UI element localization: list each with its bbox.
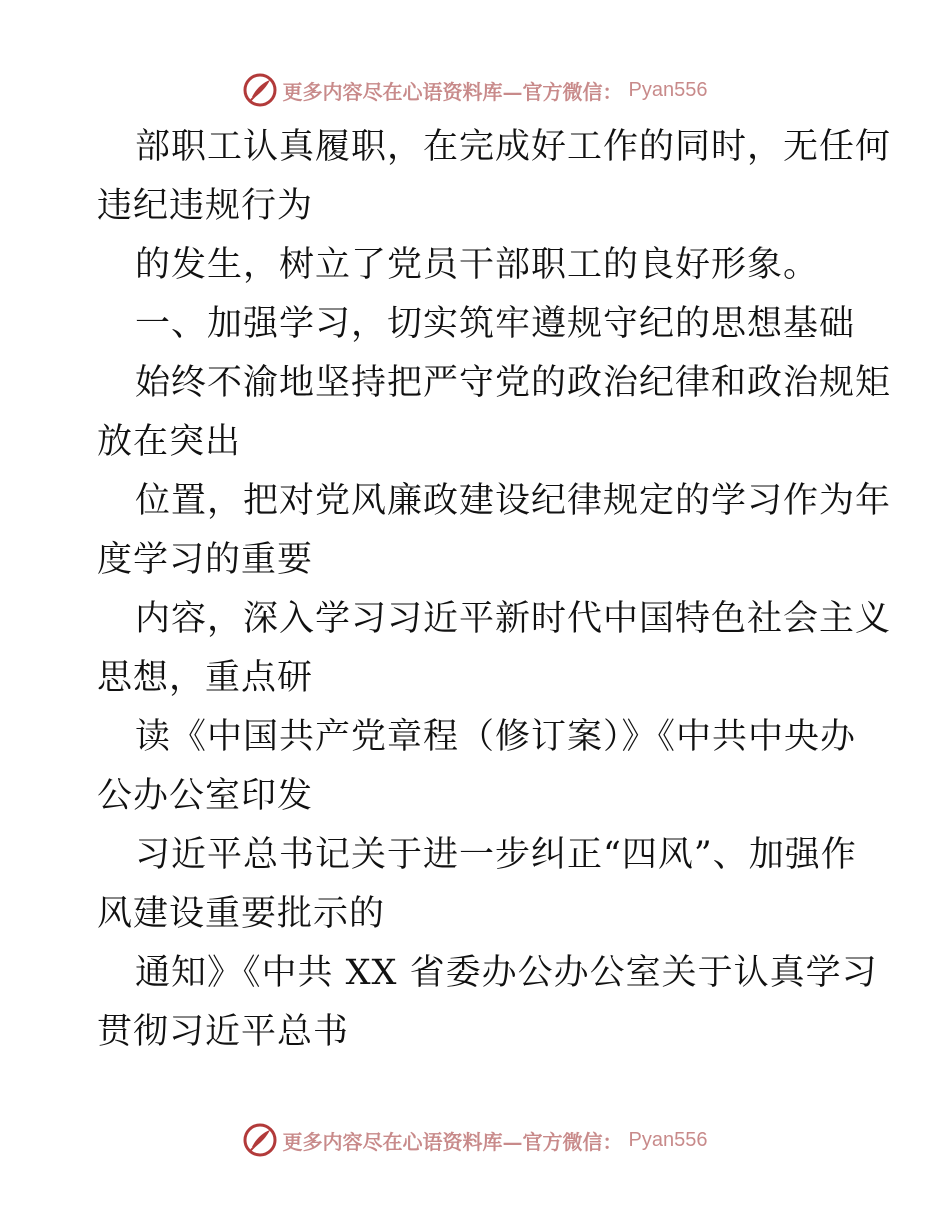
body-line: 违纪违规行为: [97, 186, 314, 226]
body-line: 始终不渝地坚持把严守党的政治纪律和政治规矩: [135, 363, 892, 403]
header-watermark: [0, 70, 950, 110]
header-watermark-contact: Pyan556: [628, 78, 708, 101]
footer-watermark-text: 更多内容尽在心语资料库—官方微信：: [282, 1129, 623, 1154]
footer-watermark-contact: Pyan556: [628, 1128, 708, 1151]
body-line: 放在突出: [97, 422, 242, 462]
section-heading: 一、加强学习，切实筑牢遵规守纪的思想基础: [135, 304, 856, 344]
body-line: 度学习的重要: [97, 540, 314, 580]
body-line: 思想，重点研: [97, 658, 314, 698]
body-line: 通知》《中共 XX 省委办公办公室关于认真学习: [135, 953, 878, 993]
body-line: 风建设重要批示的: [97, 894, 386, 934]
body-line: 的发生，树立了党员干部职工的良好形象。: [135, 245, 820, 285]
body-line: 公办公室印发: [97, 776, 314, 816]
body-line: 位置，把对党风廉政建设纪律规定的学习作为年: [135, 481, 892, 521]
feather-circle-logo-icon: [243, 73, 277, 107]
document-body: [97, 118, 892, 1062]
body-line: 习近平总书记关于进一步纠正“四风”、加强作: [135, 835, 857, 875]
footer-watermark: [0, 1120, 950, 1160]
body-line: 贯彻习近平总书: [97, 1012, 350, 1052]
body-line: 内容，深入学习习近平新时代中国特色社会主义: [135, 599, 892, 639]
body-line: 部职工认真履职，在完成好工作的同时，无任何: [135, 127, 892, 167]
body-line: 读《中国共产党章程（修订案）》《中共中央办: [135, 717, 857, 757]
header-watermark-text: 更多内容尽在心语资料库—官方微信：: [282, 79, 623, 104]
feather-circle-logo-icon: [243, 1123, 277, 1157]
